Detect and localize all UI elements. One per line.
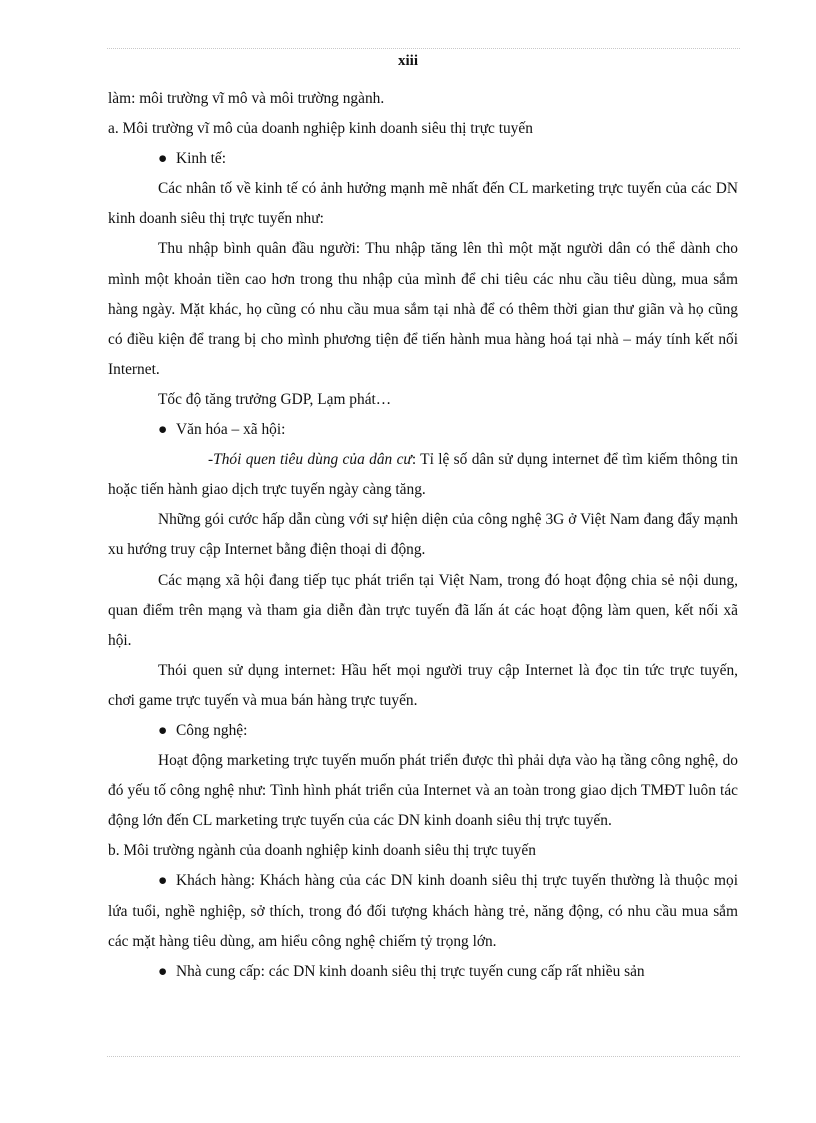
bullet-culture [108, 415, 738, 445]
suppliers-text: Nhà cung cấp: các DN kinh doanh siêu thị trực tuyến cung cấp rất nhiều sản [176, 962, 645, 980]
bullet-customers [108, 866, 738, 956]
paragraph-gdp: Tốc độ tăng trưởng GDP, Lạm phát… [158, 390, 392, 408]
body-text [108, 84, 738, 987]
customers-text: Khách hàng: Khách hàng của các DN kinh doanh siêu thị trực tuyến thường là thuộc mọi lứa tuổi, nghề nghiệp, sở thích, trong đó đối tượng khách hàng trẻ, năng động, có nhu cầu mua sắm các mặt hàng tiêu dùng, am hiểu công nghệ chiếm tỷ trọng lớn. [108, 872, 738, 950]
header-rule [107, 48, 740, 49]
paragraph-technology: Hoạt động marketing trực tuyến muốn phát triển được thì phải dựa vào hạ tầng công nghệ, do đó yếu tố công nghệ như: Tình hình phát triển của Internet và an toàn trong giao dịch TMĐT luôn tác động lớn đến CL marketing trực tuyến của các DN kinh doanh siêu thị trực tuyến. [108, 752, 738, 830]
bullet-label: Văn hóa – xã hội: [176, 421, 286, 439]
paragraph-social-networks: Các mạng xã hội đang tiếp tục phát triển tại Việt Nam, trong đó hoạt động chia sẻ nội dung, quan điểm trên mạng và tham gia diễn đàn trực tuyến đã lấn át các hoạt động làm quen, kết nối xã hội. [108, 571, 738, 649]
heading-industry-environment: b. Môi trường ngành của doanh nghiệp kinh doanh siêu thị trực tuyến [108, 842, 536, 860]
paragraph-intro: làm: môi trường vĩ mô và môi trường ngành. [108, 90, 385, 107]
page-number: xiii [397, 53, 418, 69]
bullet-icon: ● [158, 962, 168, 980]
paragraph-economic-factors: Các nhân tố về kinh tế có ảnh hưởng mạnh mẽ nhất đến CL marketing trực tuyến của các DN kinh doanh siêu thị trực tuyến như: [108, 180, 738, 228]
paragraph-income: Thu nhập bình quân đầu người: Thu nhập tăng lên thì một mặt người dân có thể dành cho mình một khoản tiền cao hơn trong thu nhập của mình để chi tiêu các nhu cầu tiêu dùng, mua sắm hàng ngày. Mặt khác, họ cũng có nhu cầu mua sắm tại nhà để có thêm thời gian thư giãn và họ cũng có điều kiện để trang bị cho mình phương tiện để tiến hành mua hàng hoá tại nhà – máy tính kết nối Internet. [108, 240, 738, 378]
bullet-icon: ● [158, 721, 168, 739]
bullet-icon: ● [158, 421, 168, 439]
paragraph-consumer-habits [108, 445, 738, 505]
footer-rule [107, 1056, 740, 1057]
bullet-technology [108, 716, 738, 746]
bullet-suppliers [108, 957, 738, 987]
bullet-label: Kinh tế: [176, 150, 227, 168]
bullet-icon: ● [158, 872, 168, 890]
paragraph-internet-habits: Thói quen sử dụng internet: Hầu hết mọi người truy cập Internet là đọc tin tức trực tuyến, chơi game trực tuyến và mua bán hàng trực tuyến. [108, 661, 738, 709]
habits-text: : Tỉ lệ số dân sử dụng internet để tìm kiếm thông tin hoặc tiến hành giao dịch trực tuyến ngày càng tăng. [108, 451, 739, 499]
heading-macro-environment: a. Môi trường vĩ mô của doanh nghiệp kinh doanh siêu thị trực tuyến [108, 120, 533, 138]
bullet-label: Công nghệ: [176, 721, 248, 739]
bullet-economy [108, 144, 738, 174]
bullet-icon: ● [158, 150, 168, 168]
paragraph-3g: Những gói cước hấp dẫn cùng với sự hiện diện của công nghệ 3G ở Việt Nam đang đẩy mạnh xu hướng truy cập Internet bằng điện thoại di động. [108, 511, 738, 559]
dash-marker: - [208, 451, 214, 469]
habits-term: Thói quen tiêu dùng của dân cư [213, 451, 412, 469]
